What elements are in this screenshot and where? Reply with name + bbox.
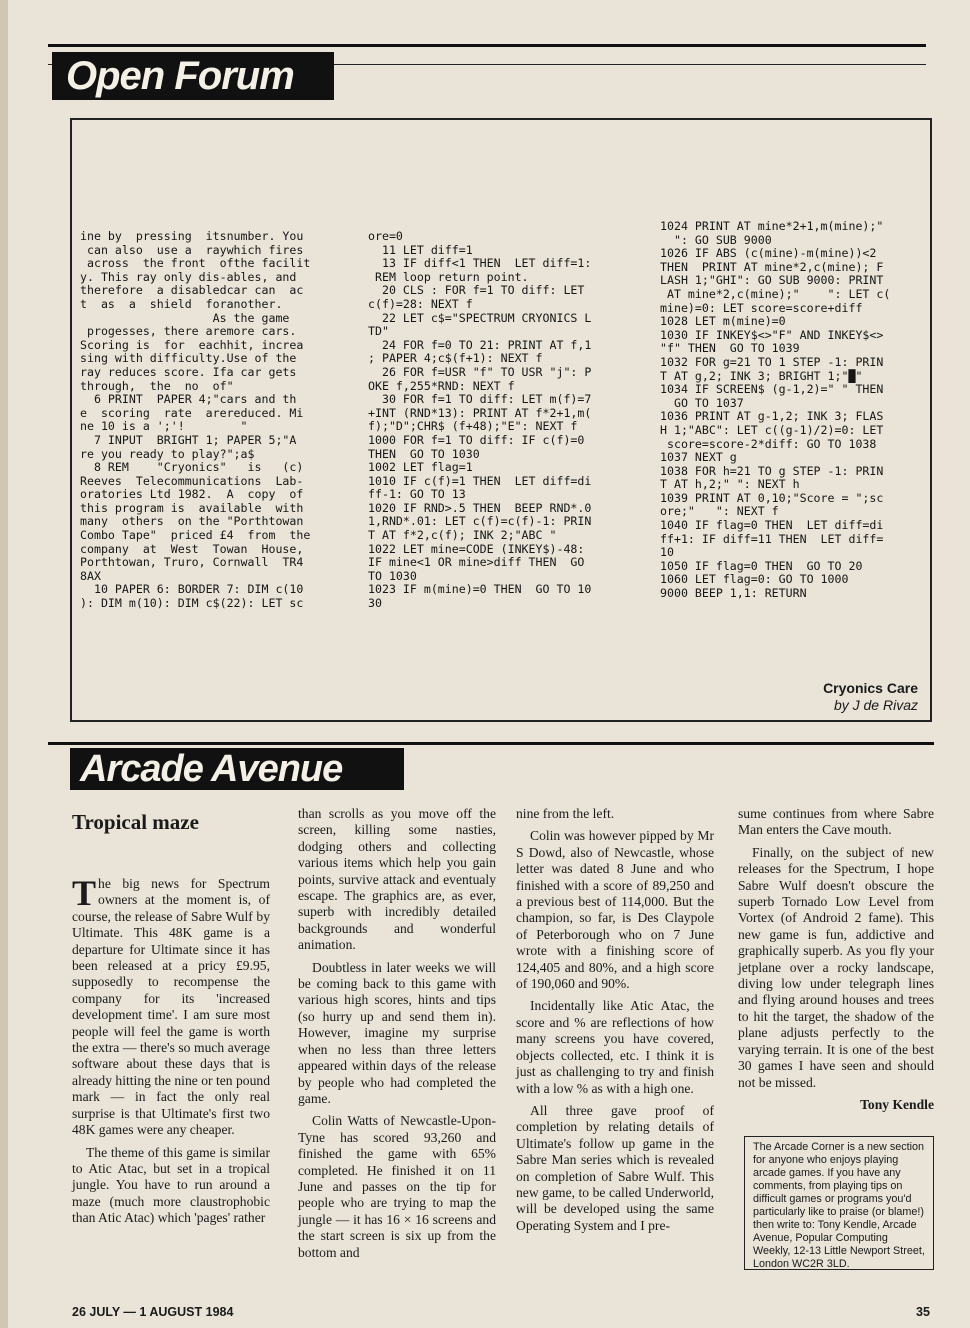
paragraph: nine from the left.	[516, 806, 615, 821]
byline: Tony Kendle	[860, 1096, 934, 1112]
arcade-corner-note: The Arcade Corner is a new section for anyone who enjoys playing arcade games. If you have any comments, from playing tips on difficult games or programs you'd particularly like to praise (or blame!) then write to: Tony Kendle, Arcade Avenue, Popular Computing Weekly, 12-13 Little Newport Street, London WC2R 3LD.	[744, 1136, 934, 1270]
article-column-1	[72, 873, 270, 1233]
program-title: Cryonics Care	[823, 680, 918, 696]
article-column-3	[516, 806, 714, 1240]
top-rule	[48, 44, 926, 47]
program-listing-col2: ore=0 11 LET diff=1 13 IF diff<1 THEN LET diff=1: REM loop return point. 20 CLS : FOR f=1 TO diff: LET c(f)=28: NEXT f 22 LET c$="SPECTRUM CRYONICS L TD" 24 FOR f=0 TO 21: PRINT AT f,1 ; PAPER 4;c$(f+1): NEXT f 26 FOR f=USR "f" TO USR "j": P OKE f,255*RND: NEXT f 30 FOR f=1 TO diff: LET m(f)=7 +INT (RND*13): PRINT AT f*2+1,m( f);"D";CHR$ (f+48);"E": NEXT f 1000 FOR f=1 TO diff: IF c(f)=0 THEN GO TO 1030 1002 LET flag=1 1010 IF c(f)=1 THEN LET diff=di ff-1: GO TO 13 1020 IF RND>.5 THEN BEEP RND*.0 1,RND*.01: LET c(f)=c(f)-1: PRIN T AT f*2,c(f); INK 2;"ABC " 1022 LET mine=CODE (INKEY$)-48: IF mine<1 OR mine>diff THEN GO TO 1030 1023 IF m(mine)=0 THEN GO TO 10 30	[368, 229, 592, 611]
article-title: Tropical maze	[72, 810, 199, 834]
paragraph: than scrolls as you move off the screen, killing some nasties, dodging others and collecting various items which help you gain points, survive attack and eventualy escape. The graphics are, as ever, superb with incredibly detailed backgrounds and wonderful animation.	[298, 806, 496, 953]
open-forum-heading: Open Forum	[52, 52, 334, 100]
paragraph: sume continues from where Sabre Man enters the Cave mouth.	[738, 806, 934, 838]
paragraph: Colin Watts of Newcastle-Upon-Tyne has scored 93,260 and finished the game with 65% completed. He finished it on 11 June and passes on the tip for people who are trying to map the jungle — it has 16 × 16 screens and the start screen is six up from the bottom and	[298, 1113, 496, 1260]
paragraph	[72, 873, 270, 1139]
paragraph: Doubtless in later weeks we will be coming back to this game with various high scores, hints and tips (so hurry up and send them in). However, imagine my surprise when no less than three letters appeared within days of the release by people who had completed the game.	[298, 959, 496, 1106]
open-forum-panel	[70, 118, 932, 722]
paragraph-text: he big news for Spectrum owners at the moment is, of course, the release of Sabre Wulf by Ultimate. This 48K game is a departure for Ultimate since it has been released at a pricy £9.95, supposedly to recompense the company for its 'increased development time'. I am sure most people will feel the game is worth the extra — there's so much average software about these days that is already hitting the nine or ten pound mark — in fact the only real surprise is that Ultimate's first two 48K games were any cheaper.	[72, 876, 270, 1138]
page-number: 35	[916, 1305, 930, 1319]
paragraph: Incidentally like Atic Atac, the score and % are reflections of how many screens you have covered, objects collected, etc. I think it is just as challenging to try and finish with a low % as with a high one.	[516, 998, 714, 1096]
program-credit	[823, 680, 918, 714]
issue-date: 26 JULY — 1 AUGUST 1984	[72, 1305, 234, 1319]
paragraph: All three gave proof of completion by relating details of Ultimate's follow up game in the Sabre Man series which is revealed on completion of Sabre Wulf. This new game, to be called Underworld, will be developed using the same Operating System and I pre-	[516, 1102, 714, 1233]
arcade-avenue-heading: Arcade Avenue	[70, 748, 404, 790]
program-listing-col1: ine by pressing itsnumber. You can also use a raywhich fires across the front ofthe facilit y. This ray only dis-ables, and therefore a disabledcar can ac t as a shield foranother. As the game progesses, there aremore cars. Scoring is for eachhit, increa sing with difficulty.Use of the ray reduces score. Ifa car gets through, the no of" 6 PRINT PAPER 4;"cars and th e scoring rate arereduced. Mi ne 10 is a ';'! " 7 INPUT BRIGHT 1; PAPER 5;"A re you ready to play?";a$ 8 REM "Cryonics" is (c) Reeves Telecommunications Lab- oratories Ltd 1982. A copy of this program is available with many others on the "Porthtowan Combo Tape" priced £4 from the company at West Towan House, Porthtowan, Truro, Cornwall TR4 8AX 10 PAPER 6: BORDER 7: DIM c(10 ): DIM m(10): DIM c$(22): LET sc	[80, 229, 311, 611]
paragraph: Finally, on the subject of new releases for the Spectrum, I hope Sabre Wulf doesn't obscure the superb Tornado Low Level from Vortex (of Android 2 fame). This new game is fun, addictive and graphically superb. As you fly your jetplane over a rocky landscape, diving low under telegraph lines and flying around houses and trees to hit the target, the shadow of the plane adjusts perfectly to the varying terrain. It is one of the best 30 games I have seen and should not be missed.	[738, 844, 934, 1090]
arcade-rule	[48, 742, 934, 745]
page-edge	[0, 0, 8, 1328]
paragraph: The theme of this game is similar to Atic Atac, but set in a tropical jungle. You have to run around a maze (much more claustrophobic than Atic Atac) which 'pages' rather	[72, 1144, 270, 1226]
paragraph: Colin was however pipped by Mr S Dowd, also of Newcastle, whose letter was dated 8 June and who finished with a score of 89,250 and a previous best of 114,000. But the champion, so far, is Des Claypole of Peterborough who on 7 June wrote with a finishing score of 124,405 and 80%, and a high score of 190,060 and 90%.	[516, 828, 714, 992]
article-column-2	[298, 806, 496, 1267]
article-column-4	[738, 806, 934, 1113]
program-listing-col3: 1024 PRINT AT mine*2+1,m(mine);" ": GO SUB 9000 1026 IF ABS (c(mine)-m(mine))<2 THEN PRINT AT mine*2,c(mine); F LASH 1;"GHI": GO SUB 9000: PRINT AT mine*2,c(mine);" ": LET c( mine)=0: LET score=score+diff 1028 LET m(mine)=0 1030 IF INKEY$<>"F" AND INKEY$<> "f" THEN GO TO 1039 1032 FOR g=21 TO 1 STEP -1: PRIN T AT g,2; INK 3; BRIGHT 1;"█" 1034 IF SCREEN$ (g-1,2)=" " THEN GO TO 1037 1036 PRINT AT g-1,2; INK 3; FLAS H 1;"ABC": LET c((g-1)/2)=0: LET score=score-2*diff: GO TO 1038 1037 NEXT g 1038 FOR h=21 TO g STEP -1: PRIN T AT h,2;" ": NEXT h 1039 PRINT AT 0,10;"Score = ";sc ore;" ": NEXT f 1040 IF flag=0 THEN LET diff=di ff+1: IF diff=11 THEN LET diff= 10 1050 IF flag=0 THEN GO TO 20 1060 LET flag=0: GO TO 1000 9000 BEEP 1,1: RETURN	[660, 219, 891, 601]
program-author: by J de Rivaz	[833, 697, 918, 713]
drop-cap: T	[72, 873, 97, 913]
